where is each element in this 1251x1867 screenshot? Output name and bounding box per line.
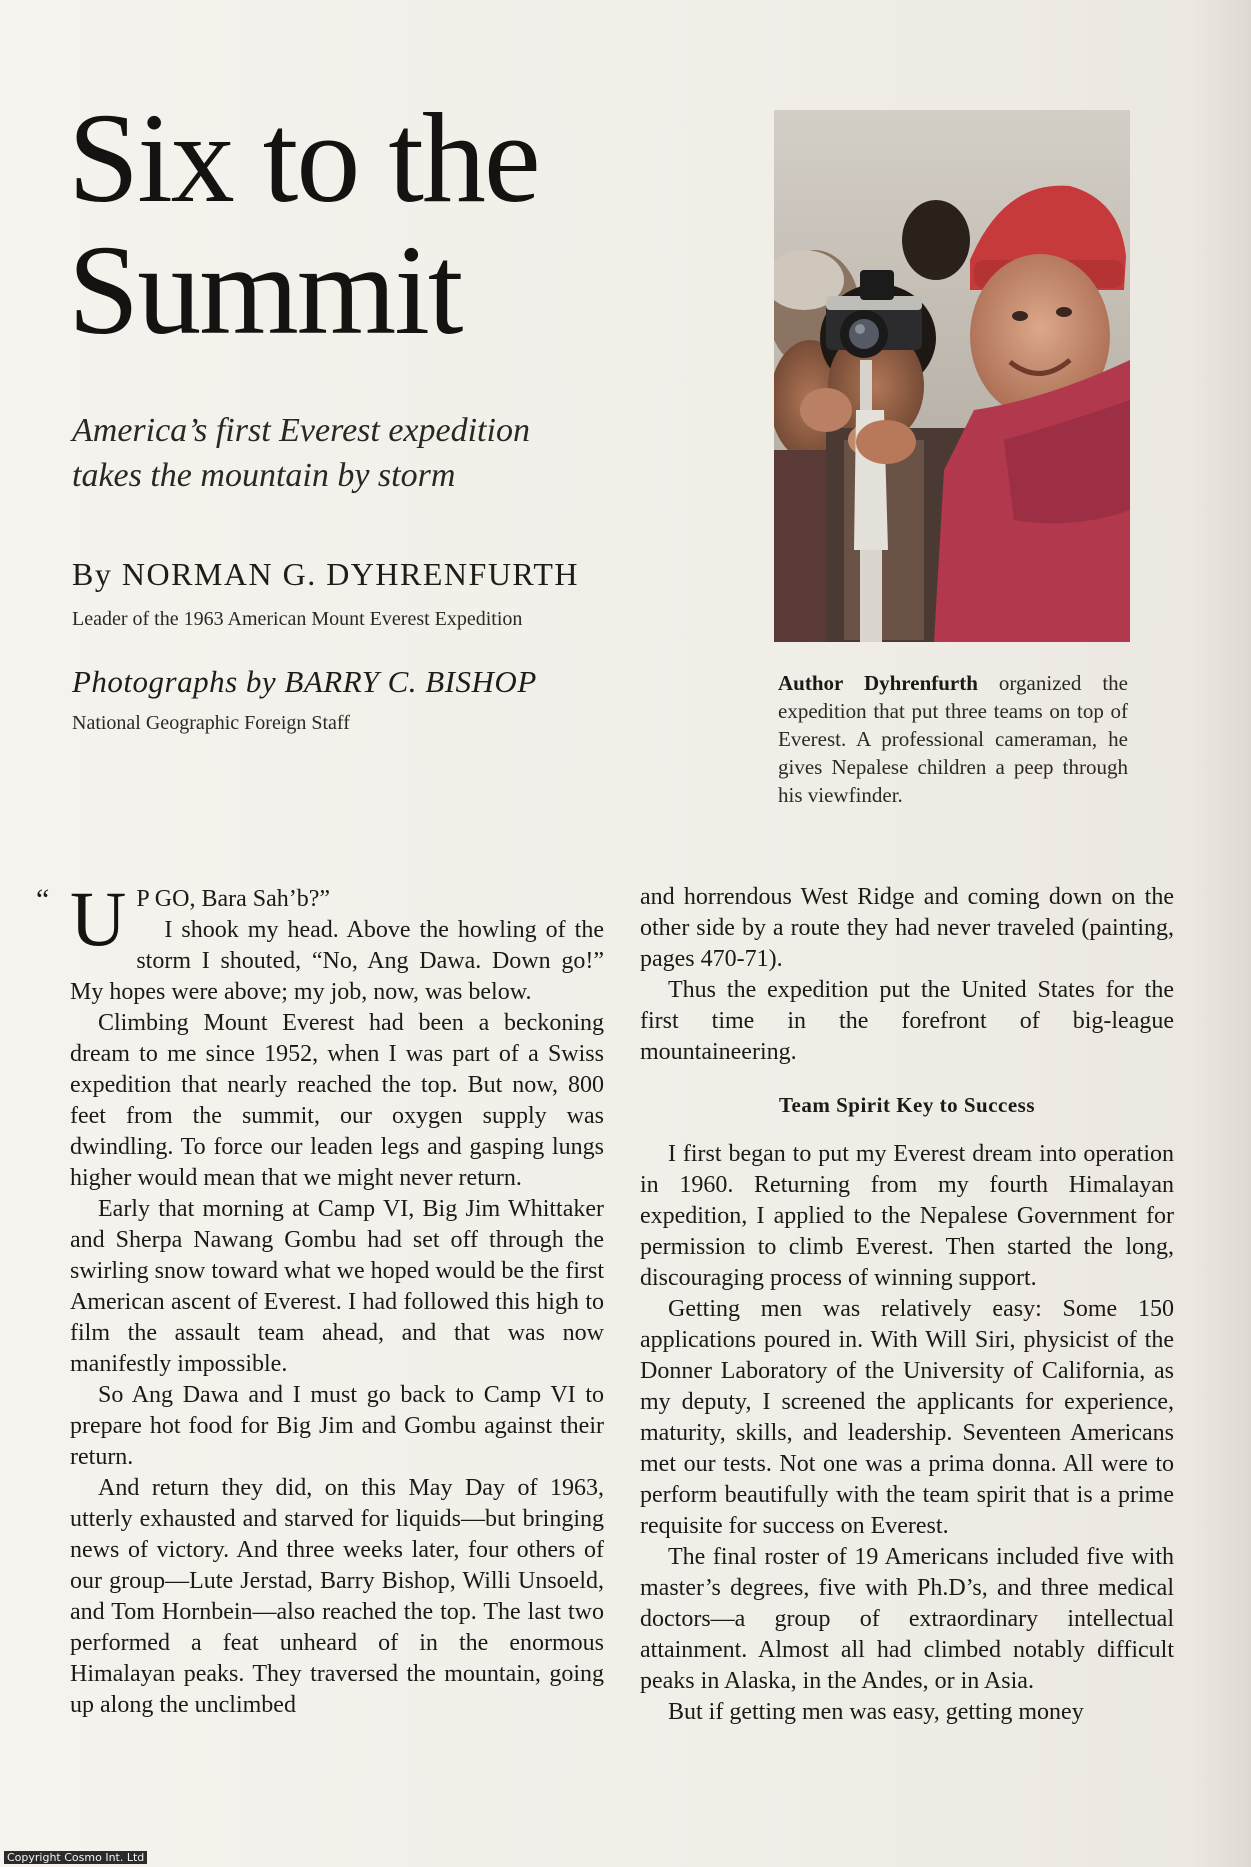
article-title [68, 87, 708, 361]
author-role: Leader of the 1963 American Mount Everest Expedition [72, 608, 523, 630]
body-paragraph: But if getting men was easy, getting money [668, 1699, 1084, 1725]
section-heading: Team Spirit Key to Success [778, 1093, 1036, 1117]
caption-lead: Author Dyhrenfurth [778, 671, 978, 695]
open-quote-mark: “ [36, 883, 50, 916]
body-paragraph: Early that morning at Camp VI, Big Jim Whittaker and Sherpa Nawang Gombu had set off through the swirling snow toward what we hoped would be the first American ascent of Everest. I had followed this high to film the assault team ahead, and that was now manifestly impossible. [70, 1196, 604, 1377]
article-subtitle [72, 408, 672, 498]
body-paragraph: The final roster of 19 Americans included five with master’s degrees, five with Ph.D’s, and three medical doctors—a group of extraordinary intellectual attainment. Almost all had climbed notably difficult peaks in Alaska, in the Andes, or in Asia. [640, 1544, 1174, 1694]
photo-caption [778, 669, 1128, 809]
body-paragraph: So Ang Dawa and I must go back to Camp VI to prepare hot food for Big Jim and Gombu against their return. [70, 1382, 604, 1470]
body-paragraph: I first began to put my Everest dream into operation in 1960. Returning from my fourth Himalayan expedition, I applied to the Nepalese Government for permission to climb Everest. Then started the long, discouraging process of winning support. [640, 1141, 1174, 1291]
body-column-right [640, 882, 1174, 1728]
title-line-2: Summit [68, 219, 462, 361]
drop-cap: U [70, 875, 127, 962]
photographer-role: National Geographic Foreign Staff [72, 712, 350, 734]
photo-credit: Photographs by BARRY C. BISHOP [72, 664, 537, 699]
copyright-notice: Copyright Cosmo Int. Ltd [4, 1851, 147, 1864]
body-paragraph: I shook my head. Above the howling of the storm I shouted, “No, Ang Dawa. Down go!” My hopes were above; my job, now, was below. [70, 917, 604, 1005]
body-paragraph: and horrendous West Ridge and coming down on the other side by a route they had never traveled (painting, pages 470-71). [640, 884, 1174, 972]
body-paragraph: Getting men was relatively easy: Some 150 applications poured in. With Will Siri, physicist of the Donner Laboratory of the University of California, as my deputy, I screened the applicants for experience, maturity, skills, and leadership. Seventeen Americans met our tests. Not one was a prima donna. All were to perform beautifully with the team spirit that is a prime requisite for success on Everest. [640, 1296, 1174, 1539]
body-column-left [70, 875, 604, 1721]
expedition-photo [774, 110, 1130, 642]
body-paragraph: Thus the expedition put the United States for the first time in the forefront of big-league mountaineering. [640, 977, 1174, 1065]
title-line-1: Six to the [68, 87, 539, 229]
subtitle-line-1: America’s first Everest expedition [72, 412, 530, 449]
caption-text: organized the expedition that put three teams on top of Everest. A professional cameraman, he gives Nepalese children a peep through his viewfinder. [778, 671, 1128, 807]
body-paragraph: Climbing Mount Everest had been a beckoning dream to me since 1952, when I was part of a Swiss expedition that nearly reached the top. But now, 800 feet from the summit, our oxygen supply was dwindling. To force our leaden legs and gasping lungs higher would mean that we might never return. [70, 1010, 604, 1191]
expedition-photo-illustration [774, 110, 1130, 642]
body-paragraph: And return they did, on this May Day of 1963, utterly exhausted and starved for liquids—but bringing news of victory. And three weeks later, four others of our group—Lute Jerstad, Barry Bishop, Willi Unsoeld, and Tom Hornbein—also reached the top. The last two performed a feat unheard of in the enormous Himalayan peaks. They traversed the mountain, going up along the unclimbed [70, 1475, 604, 1718]
author-byline: By NORMAN G. DYHRENFURTH [72, 556, 579, 592]
opening-line: P GO, Bara Sah’b?” [136, 886, 331, 912]
page-gutter-shade [1191, 0, 1251, 1867]
subtitle-line-2: takes the mountain by storm [72, 457, 456, 494]
